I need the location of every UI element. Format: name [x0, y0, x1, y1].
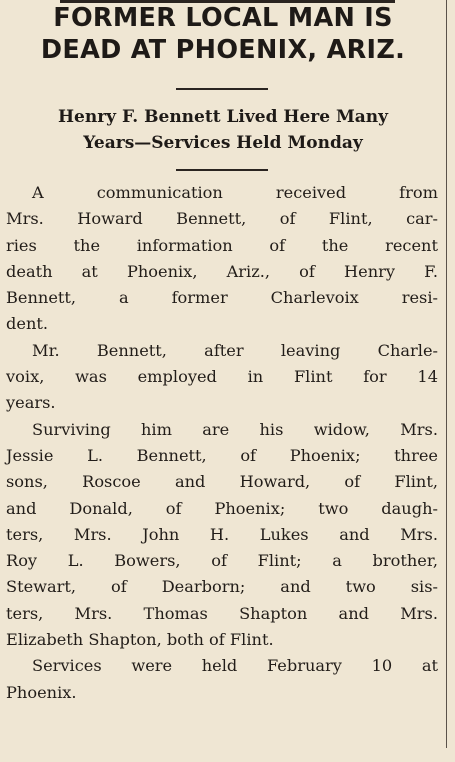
- body-line: voix, was employed in Flint for 14: [6, 367, 438, 387]
- body-line: Bennett, a former Charlevoix resi-: [6, 288, 438, 308]
- paragraph-4: [6, 653, 438, 706]
- subheadline-line-1: Henry F. Bennett Lived Here Many: [57, 107, 389, 127]
- column-rule: [446, 0, 447, 748]
- body-line: ries the information of the recent: [6, 235, 438, 255]
- subheadline-line-2: Years—Services Held Monday: [83, 133, 363, 153]
- body-line: Mr. Bennett, after leaving Charle-: [32, 340, 438, 360]
- paragraph-2: [6, 338, 438, 417]
- paragraph-1: [6, 180, 438, 338]
- paragraph-3: [6, 417, 438, 654]
- body-line: Roy L. Bowers, of Flint; a brother,: [6, 551, 438, 571]
- headline-line-1: FORMER LOCAL MAN IS: [53, 3, 393, 33]
- subheadline: [0, 104, 446, 156]
- body-line: years.: [6, 393, 56, 413]
- body-line: Mrs. Howard Bennett, of Flint, car-: [6, 209, 438, 229]
- body-line: Elizabeth Shapton, both of Flint.: [6, 630, 274, 650]
- body-line: death at Phoenix, Ariz., of Henry F.: [6, 261, 438, 281]
- subhead-divider: [176, 169, 268, 171]
- body-line: Services were held February 10 at: [32, 656, 438, 676]
- headline-line-2: DEAD AT PHOENIX, ARIZ.: [40, 35, 406, 65]
- headline: [0, 2, 446, 66]
- body-line: ters, Mrs. John H. Lukes and Mrs.: [6, 524, 438, 544]
- body-line: Phoenix.: [6, 682, 77, 702]
- body-line: A communication received from: [32, 183, 438, 202]
- body-line: Stewart, of Dearborn; and two sis-: [6, 577, 438, 597]
- body-line: sons, Roscoe and Howard, of Flint,: [6, 472, 438, 492]
- body-line: ters, Mrs. Thomas Shapton and Mrs.: [6, 603, 438, 623]
- body-line: and Donald, of Phoenix; two daugh-: [6, 498, 438, 518]
- body-line: dent.: [6, 314, 49, 334]
- headline-divider: [176, 88, 268, 90]
- body-line: Surviving him are his widow, Mrs.: [32, 419, 438, 439]
- body-line: Jessie L. Bennett, of Phoenix; three: [6, 445, 438, 465]
- article-body: [6, 180, 438, 706]
